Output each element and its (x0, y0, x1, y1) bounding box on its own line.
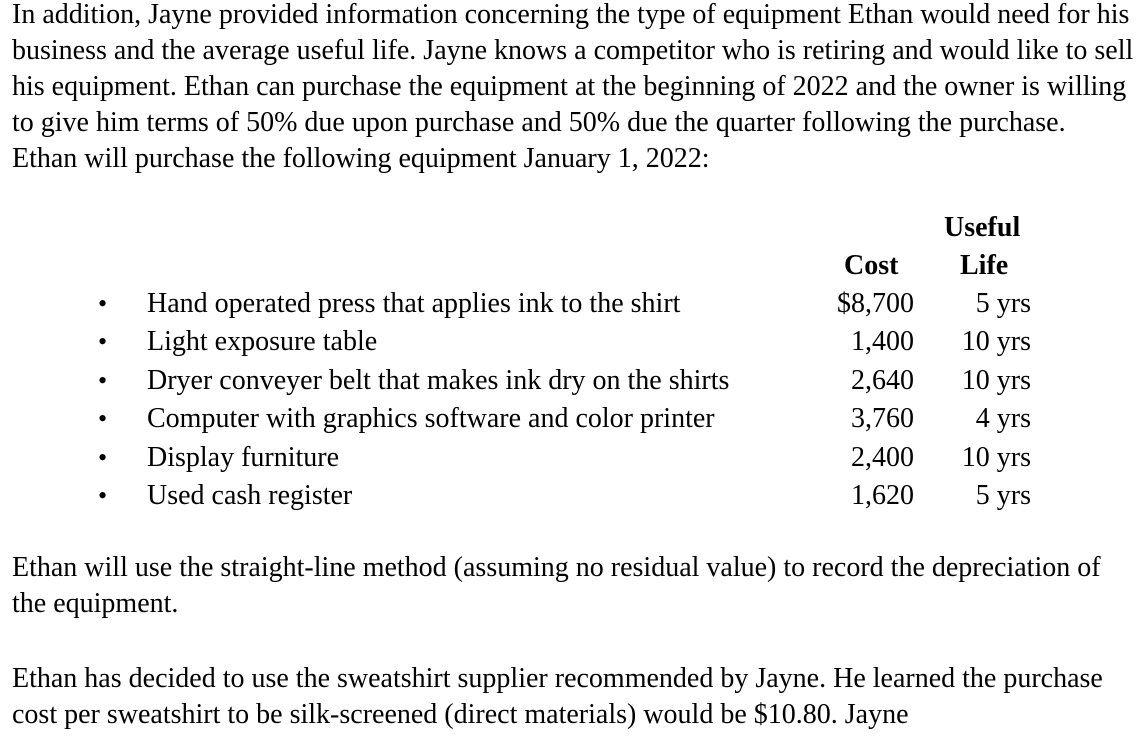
equipment-cost: 1,400 (851, 326, 914, 358)
list-item (0, 440, 1146, 478)
bullet-icon: • (98, 289, 108, 318)
equipment-cost: 1,620 (851, 479, 914, 511)
list-item (0, 478, 1146, 516)
life-header: Life (960, 250, 1009, 281)
equipment-life: 10 yrs (961, 326, 1031, 358)
list-item (0, 286, 1146, 324)
bullet-icon: • (98, 442, 108, 472)
equipment-life: 10 yrs (961, 441, 1031, 473)
equipment-life: 4 yrs (975, 403, 1031, 435)
equipment-life: 10 yrs (961, 364, 1031, 396)
equipment-cost: 2,640 (851, 364, 914, 396)
equipment-name: Computer with graphics software and color printer (147, 403, 715, 435)
equipment-life: 5 yrs (975, 479, 1031, 511)
list-item (0, 363, 1146, 401)
equipment-name: Hand operated press that applies ink to the shirt (147, 288, 681, 319)
equipment-name: Dryer conveyer belt that makes ink dry on the shirts (147, 364, 730, 396)
bullet-icon: • (98, 327, 108, 357)
depreciation-paragraph: Ethan will use the straight-line method (assuming no residual value) to record the depreciation of the equipment. (12, 552, 1101, 619)
equipment-cost: 3,760 (851, 403, 914, 435)
useful-header: Useful (944, 212, 1021, 243)
equipment-name: Display furniture (147, 441, 340, 473)
equipment-life: 5 yrs (975, 288, 1031, 319)
cost-header: Cost (844, 250, 899, 281)
bullet-icon: • (98, 365, 108, 395)
equipment-cost: 2,400 (851, 441, 914, 473)
equipment-list (0, 286, 1146, 516)
bullet-icon: • (98, 404, 108, 434)
list-item (0, 324, 1146, 362)
bullet-icon: • (98, 480, 108, 510)
equipment-name: Light exposure table (147, 326, 378, 358)
intro-paragraph: In addition, Jayne provided information concerning the type of equipment Ethan would need for his business and the average useful life. Jayne knows a competitor who is retiring and would like to sell his equipment. Ethan can purchase the equipment at the beginning of 2022 and the owner is willing to give him terms of 50% due upon purchase and 50% due the quarter following the purchase. Ethan will purchase the following equipment January 1, 2022: (12, 0, 1134, 174)
list-item (0, 401, 1146, 439)
supplier-paragraph: Ethan has decided to use the sweatshirt supplier recommended by Jayne. He learned the purchase cost per sweatshirt to be silk-screened (direct materials) would be $10.80. Jayne (12, 663, 1103, 730)
equipment-name: Used cash register (147, 479, 353, 511)
equipment-cost: $8,700 (837, 288, 914, 319)
